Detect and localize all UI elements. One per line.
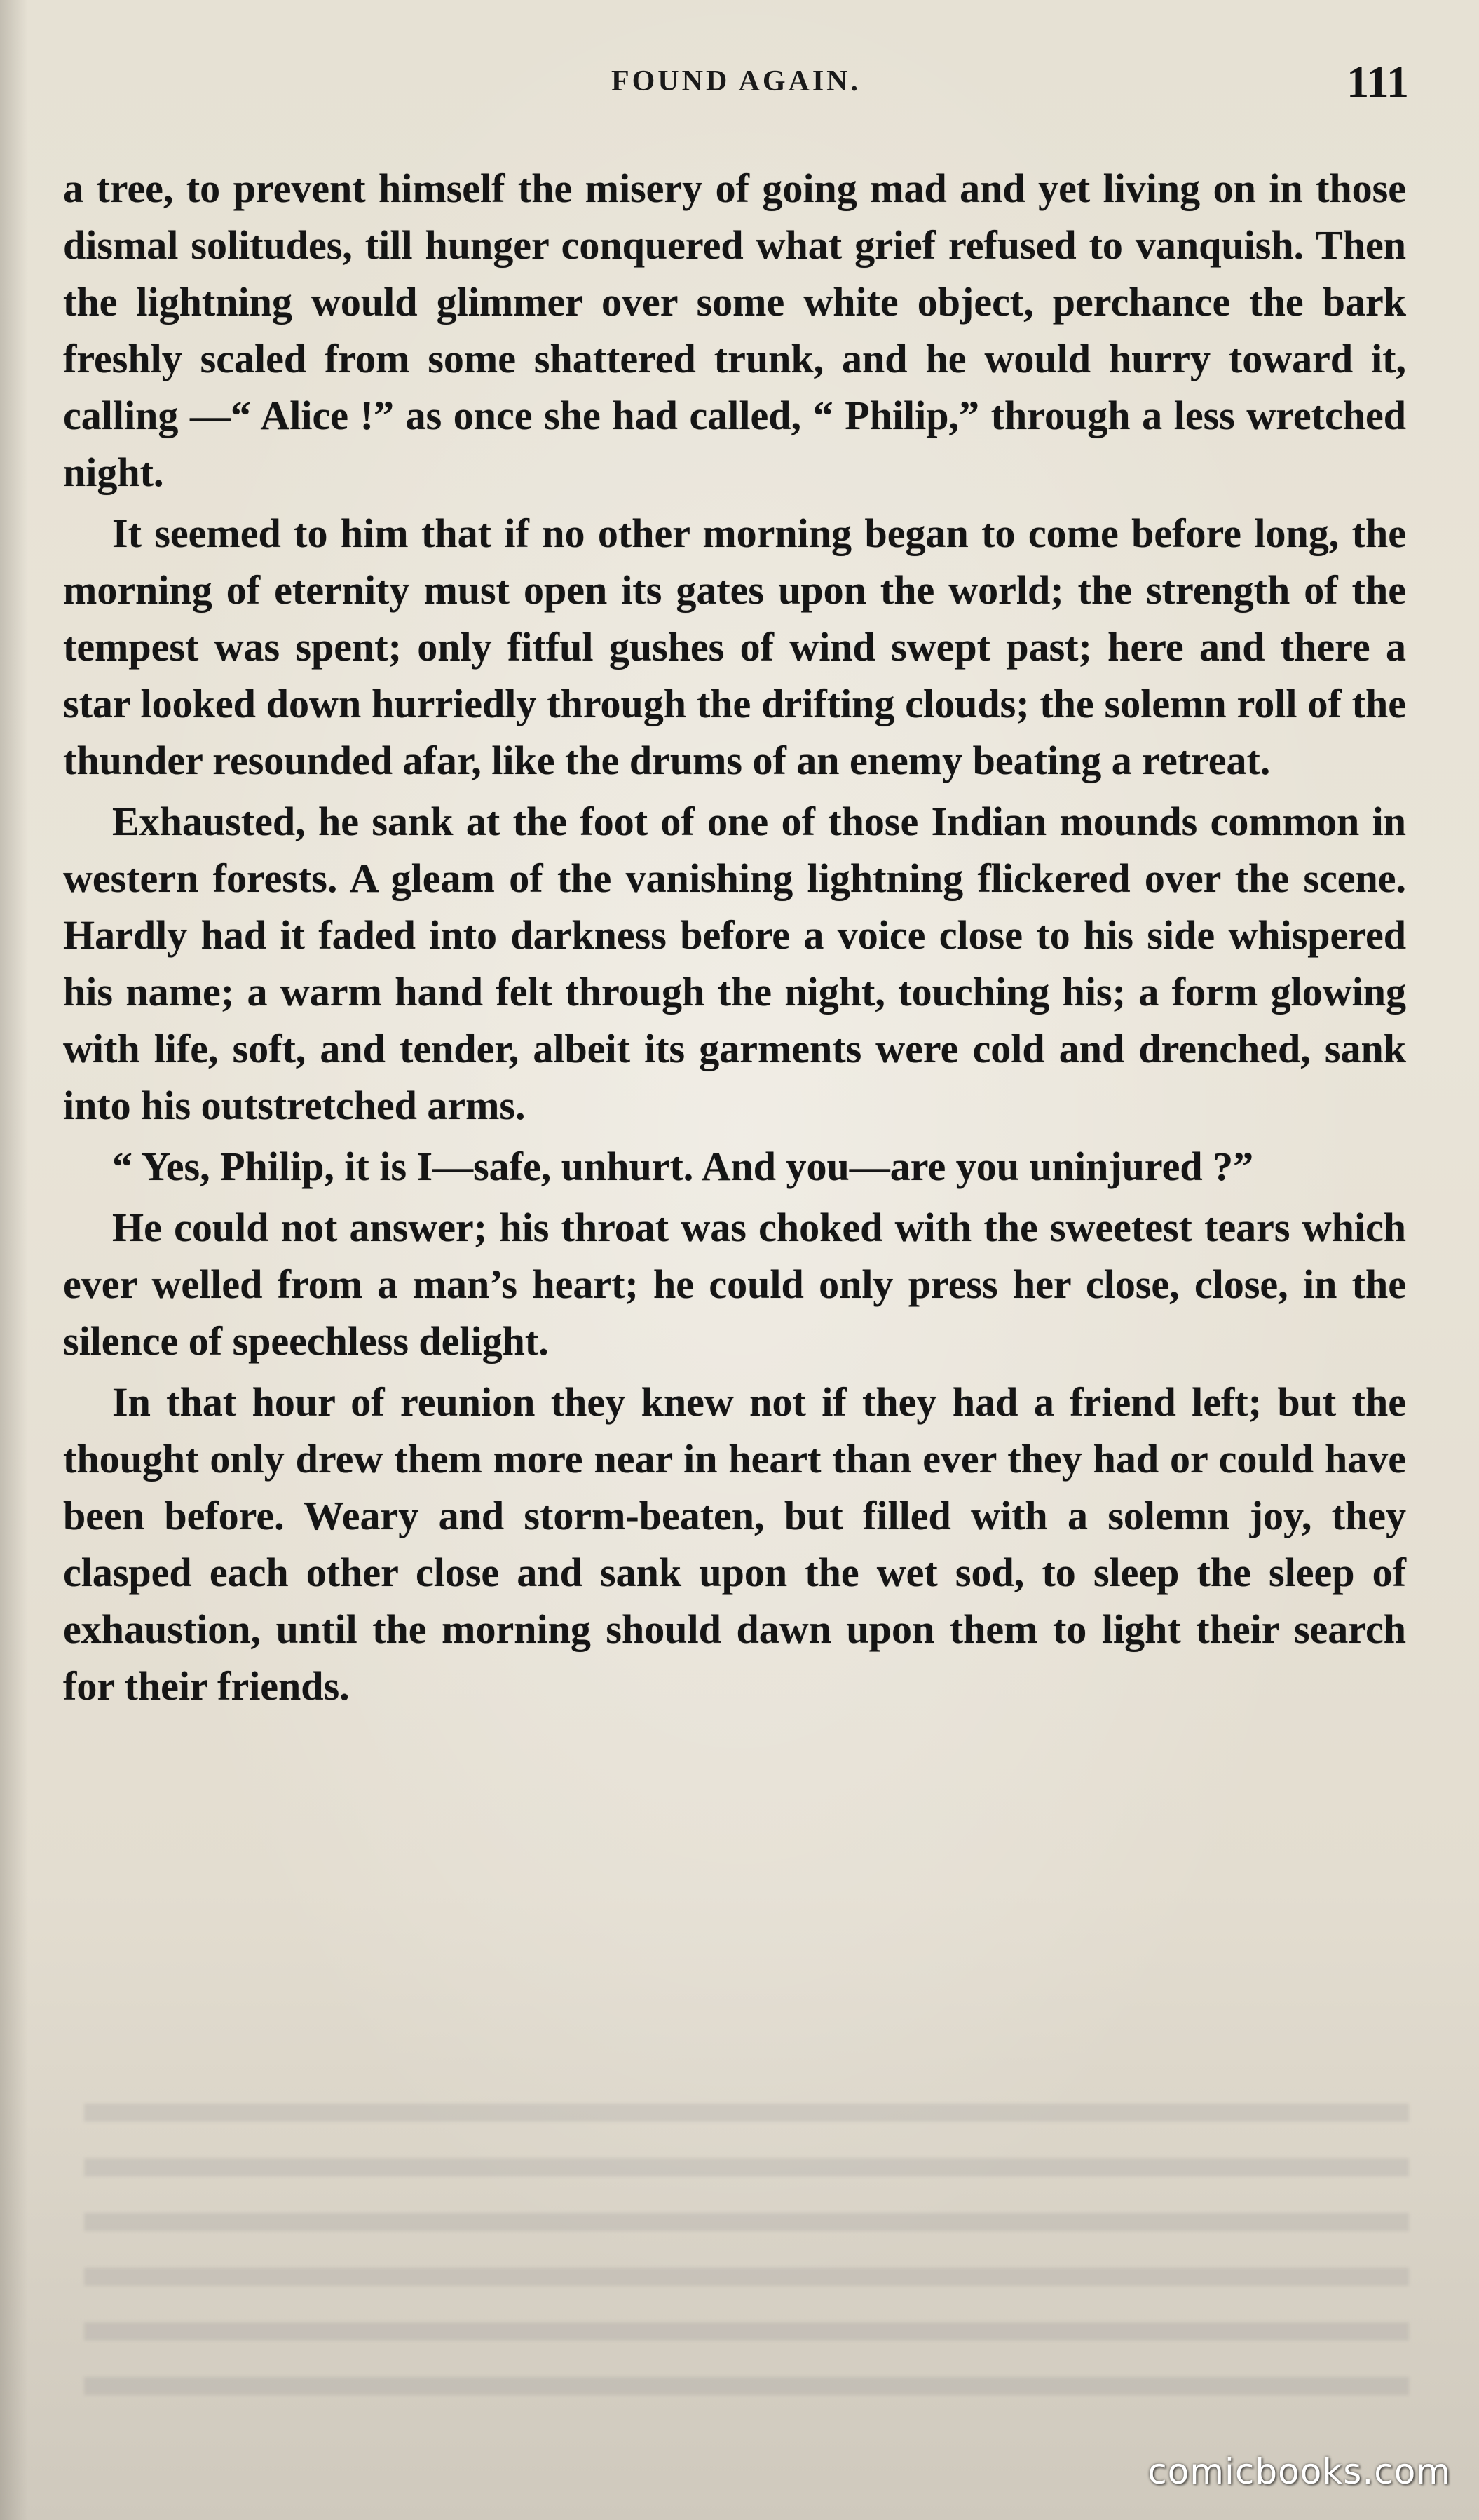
running-title: FOUND AGAIN.	[611, 65, 861, 97]
page-number: 111	[1347, 57, 1409, 107]
paragraph: It seemed to him that if no other morning began to come before long, the morning of eternity must open its gates upon the world; the strength of the tempest was spent; only fitful gushes of wind swept past; here and there a star looked down hurriedly through the drifting clouds; the solemn roll of the thunder resounded afar, like the drums of an enemy beating a retreat.	[63, 510, 1406, 783]
paragraph: In that hour of reunion they knew not if they had a friend left; but the thought only drew them more near in heart than ever they had or could have been before. Weary and storm-beaten, but filled with a solemn joy, they clasped each other close and sank upon the wet sod, to sleep the sleep of exhaustion, until the morning should dawn upon them to light their search for their friends.	[63, 1379, 1406, 1709]
page-header	[63, 56, 1409, 112]
paragraph-dialogue: “ Yes, Philip, it is I—safe, unhurt. And you—are you uninjured ?”	[112, 1144, 1254, 1189]
paragraph: Exhausted, he sank at the foot of one of those Indian mounds common in western forests. A gleam of the vanishing lightning flickered over the scene. Hardly had it faded into darkness before a voice close to his side whispered his name; a warm hand felt through the night, touching his; a form glowing with life, soft, and tender, albeit its garments were cold and drenched, sank into his outstretched arms.	[63, 799, 1406, 1128]
paragraph: He could not answer; his throat was choked with the sweetest tears which ever welled from a man’s heart; he could only press her close, close, in the silence of speechless delight.	[63, 1205, 1406, 1364]
body-text	[63, 160, 1406, 1719]
watermark: comicbooks.com	[1147, 2451, 1451, 2492]
paragraph-continued: a tree, to prevent himself the misery of going mad and yet living on in those dismal solitudes, till hunger conquered what grief refused to vanquish. Then the lightning would glimmer over some white object, perchance the bark freshly scaled from some shattered trunk, and he would hurry toward it, calling —“ Alice !” as once she had called, “ Philip,” through a less wretched night.	[63, 165, 1406, 495]
